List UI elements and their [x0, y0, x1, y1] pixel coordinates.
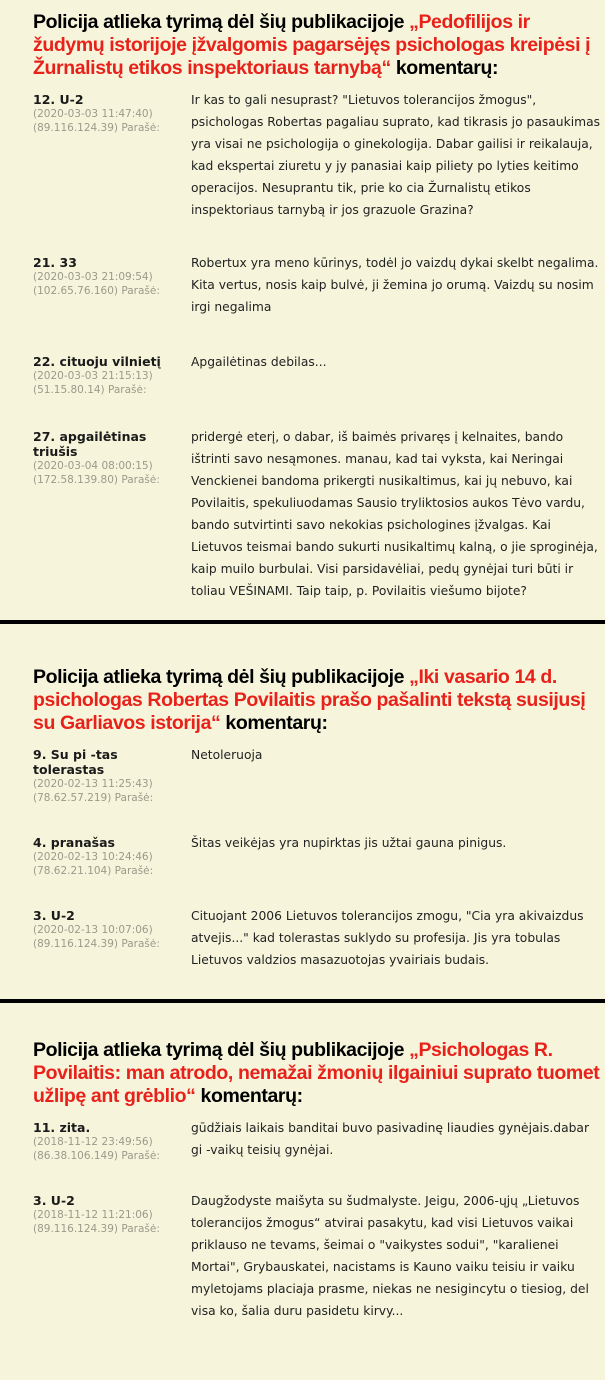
comment-date: (2020-02-13 10:24:46) — [33, 851, 153, 863]
comment-meta — [33, 92, 191, 221]
comment-author: 4. pranašas — [33, 835, 115, 850]
comment-item — [33, 92, 605, 221]
article-comments-section — [0, 1003, 605, 1322]
comment-ip: (86.38.106.149) Parašė: — [33, 1150, 160, 1162]
comment-date: (2020-03-03 21:09:54) — [33, 271, 153, 283]
comment-text: Daugžodyste maišyta su šudmalyste. Jeigu, 2006-ųjų „Lietuvos tolerancijos žmogus“ atvirai pasakytu, kad visi Lietuvos vaikai priklauso ne tevams, šeimai o "vaikystes sodui", "karalienei Mortai", Grybauskatei, nacistams is Kauno vaiku teisiu ir vaiku myletojams placiaja prasme, niekas ne nesigincytu o tiesiog, del visa ko, šalia duru pasidetu kirvy... — [191, 1194, 589, 1318]
heading-prefix: Policija atlieka tyrimą dėl šių publikacijoje — [33, 11, 410, 33]
comment-ip: (89.116.124.39) Parašė: — [33, 1223, 160, 1235]
section-heading — [33, 666, 605, 735]
comment-item — [33, 354, 605, 397]
comment-item — [33, 1120, 605, 1163]
article-link[interactable]: „Pedofilijos ir žudymų istorijoje įžvalgomis pagarsėjęs psichologas kreipėsi į Žurnalistų etikos inspektoriaus tarnybą“ — [33, 11, 591, 79]
heading-suffix: komentarų: — [220, 712, 328, 734]
article-link[interactable]: „Psichologas R. Povilaitis: man atrodo, nemažai žmonių ilgainiui suprato tuomet užlipę ant grėblio“ — [33, 1039, 600, 1107]
comment-text: Robertux yra meno kūrinys, todėl jo vaizdų dykai skelbt negalima. Kita vertus, nosis kaip bulvė, ji žemina jo orumą. Vaizdų su nosim irgi negalima — [191, 256, 599, 314]
comment-date: (2020-02-13 10:07:06) — [33, 924, 153, 936]
comment-text: Ir kas to gali nesuprast? "Lietuvos tolerancijos žmogus", psichologas Robertas pagaliau suprato, kad tikrasis jo pasaukimas yra visai ne psichologija o ginekologija. Dabar gailisi ir reikalauja, kad ekspertai ziuretu y jy panasiai kaip piliety po lyties keitimo operacijos. Nesuprantu tik, prie ko cia Žurnalistų etikos inspektoriaus tarnybą ir jos grazuole Grazina? — [191, 93, 601, 217]
comment-meta — [33, 354, 191, 397]
article-link[interactable]: „Iki vasario 14 d. psichologas Robertas Povilaitis prašo pašalinti tekstą susijusį su Garliavos istorija“ — [33, 666, 586, 734]
comment-meta — [33, 835, 191, 878]
comment-ip: (172.58.139.80) Parašė: — [33, 474, 160, 486]
article-comments-section — [0, 624, 605, 971]
comment-item — [33, 1193, 605, 1322]
comment-text: gūdžiais laikais banditai buvo pasivadinę liaudies gynėjais.dabar gi -vaikų teisių gynėjai. — [191, 1121, 590, 1157]
comment-author: 9. Su pi -tas tolerastas — [33, 747, 118, 777]
section-heading — [33, 1039, 605, 1108]
comment-author: 21. 33 — [33, 255, 77, 270]
comment-item — [33, 908, 605, 971]
comment-meta — [33, 747, 191, 805]
comment-date: (2018-11-12 23:49:56) — [33, 1136, 153, 1148]
comment-ip: (78.62.21.104) Parašė: — [33, 865, 154, 877]
comment-meta — [33, 255, 191, 318]
comment-text: Šitas veikėjas yra nupirktas jis užtai gauna pinigus. — [191, 836, 507, 850]
comment-author: 22. cituoju vilnietį — [33, 354, 161, 369]
comment-date: (2020-03-03 11:47:40) — [33, 108, 153, 120]
heading-suffix: komentarų: — [195, 1085, 303, 1107]
comment-ip: (78.62.57.219) Parašė: — [33, 792, 154, 804]
comment-item — [33, 747, 605, 805]
comment-date: (2020-03-04 08:00:15) — [33, 460, 153, 472]
comment-ip: (51.15.80.14) Parašė: — [33, 384, 147, 396]
comment-item — [33, 255, 605, 318]
article-comments-section — [0, 0, 605, 602]
comment-item — [33, 835, 605, 878]
comment-author: 11. zita. — [33, 1120, 91, 1135]
comment-text: pridergė eterį, o dabar, iš baimės privaręs į kelnaites, bando ištrinti savo nesąmones. manau, kad tai vyksta, kai Neringai Venckienei bandoma prikergti nusikaltimus, kai jų nebuvo, kai Povilaitis, spekuliuodamas Sausio tryliktosios aukos Tėvo vardu, bando sutvirtinti savo nekokias psichologines įžvalgas. Kai Lietuvos teismai bando sukurti nusikaltimų kalną, o jie sproginėja, kaip muilo burbulai. Visi parsidavėliai, pedų gynėjai turi būti ir toliau VEŠINAMI. Taip taip, p. Povilaitis viešumo bijote? — [191, 430, 598, 598]
comment-date: (2020-03-03 21:15:13) — [33, 370, 153, 382]
comment-author: 3. U-2 — [33, 1193, 75, 1208]
comment-meta — [33, 908, 191, 971]
comment-author: 27. apgailėtinas triušis — [33, 429, 147, 459]
comment-item — [33, 429, 605, 602]
comment-meta — [33, 429, 191, 602]
section-heading — [33, 11, 605, 80]
heading-prefix: Policija atlieka tyrimą dėl šių publikacijoje — [33, 1039, 410, 1061]
comment-author: 3. U-2 — [33, 908, 75, 923]
comment-text: Netoleruoja — [191, 748, 263, 762]
comment-ip: (89.116.124.39) Parašė: — [33, 938, 160, 950]
heading-suffix: komentarų: — [390, 57, 499, 79]
comment-ip: (102.65.76.160) Parašė: — [33, 285, 160, 297]
comment-date: (2018-11-12 11:21:06) — [33, 1209, 153, 1221]
heading-prefix: Policija atlieka tyrimą dėl šių publikacijoje — [33, 666, 410, 688]
comment-text: Cituojant 2006 Lietuvos tolerancijos zmogu, "Cia yra akivaizdus atvejis..." kad tolerastas suklydo su profesija. Jis yra tobulas Lietuvos valdzios masazuotojas yvairiais budais. — [191, 909, 584, 967]
comment-author: 12. U-2 — [33, 92, 84, 107]
comment-text: Apgailėtinas debilas... — [191, 355, 327, 369]
comment-meta — [33, 1193, 191, 1322]
comment-meta — [33, 1120, 191, 1163]
comment-date: (2020-02-13 11:25:43) — [33, 778, 153, 790]
comment-ip: (89.116.124.39) Parašė: — [33, 122, 160, 134]
